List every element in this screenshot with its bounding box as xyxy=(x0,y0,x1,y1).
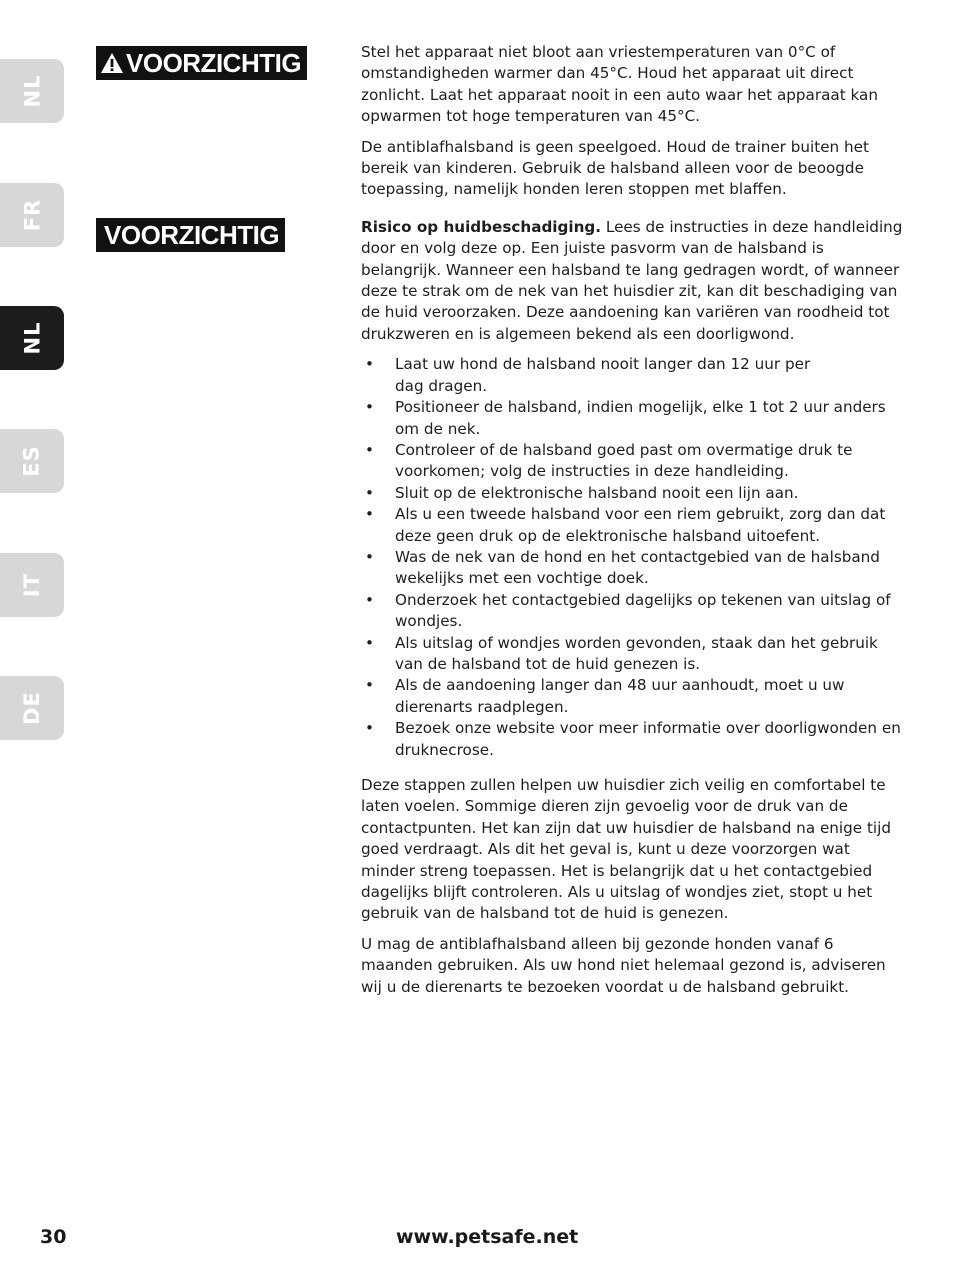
list-item-text: Laat uw hond de halsband nooit langer dan 12 uur per dag dragen. xyxy=(395,355,811,395)
bullet-mark: • xyxy=(365,676,374,695)
page-number: 30 xyxy=(40,1226,67,1248)
list-item-text: Als uitslag of wondjes worden gevonden, staak dan het gebruik van de halsband tot de huid genezen is. xyxy=(395,633,878,673)
list-item-text: Controleer of de halsband goed past om overmatige druk te voorkomen; volg de instructies in deze handleiding. xyxy=(395,440,853,481)
tab-label: IT xyxy=(19,572,44,598)
bullet-mark: • xyxy=(365,505,374,524)
list-item-text: Positioneer de halsband, indien mogelijk, elke 1 tot 2 uur anders om de nek. xyxy=(395,398,886,438)
language-tab-nl-active[interactable] xyxy=(0,306,64,370)
caution-label-text: VOORZICHTIG xyxy=(126,48,302,78)
list-item xyxy=(361,718,906,761)
language-tab-nl-top[interactable] xyxy=(0,59,64,123)
bullet-mark: • xyxy=(365,355,374,374)
language-tab-fr[interactable] xyxy=(0,183,64,247)
list-item xyxy=(361,354,906,397)
list-item xyxy=(361,440,906,483)
caution-label-text: VOORZICHTIG xyxy=(104,220,280,250)
bullet-mark: • xyxy=(365,547,374,566)
tab-label: NL xyxy=(20,321,44,355)
bullet-mark: • xyxy=(365,398,374,417)
list-item-text: Als de aandoening langer dan 48 uur aanhoudt, moet u uw dierenarts raadplegen. xyxy=(395,676,845,716)
caution-label-1 xyxy=(96,46,307,80)
bullet-mark: • xyxy=(365,719,374,738)
list-item-text: Was de nek van de hond en het contactgebied van de halsband wekelijks met een vochtige doek. xyxy=(395,547,880,588)
list-item xyxy=(361,483,906,504)
list-item xyxy=(361,397,906,440)
list-item xyxy=(361,633,906,676)
language-tab-de[interactable] xyxy=(0,676,64,740)
language-tab-es[interactable] xyxy=(0,429,64,493)
tab-label: FR xyxy=(19,198,44,232)
footer-website-link[interactable]: www.petsafe.net xyxy=(396,1226,579,1248)
bullet-mark: • xyxy=(365,483,374,502)
list-item-text: Bezoek onze website voor meer informatie over doorligwonden en druknecrose. xyxy=(395,719,901,759)
list-item-text: Sluit op de elektronische halsband nooit een lijn aan. xyxy=(395,483,799,502)
tab-label: ES xyxy=(19,445,44,477)
list-item xyxy=(361,547,906,590)
paragraph-skin-damage xyxy=(361,217,906,345)
paragraph-safety-steps: Deze stappen zullen helpen uw huisdier zich veilig en comfortabel te laten voelen. Sommige dieren zijn gevoelig voor de druk van de contactpunten. Het kan zijn dat uw huisdier de halsband na enige tijd goed verdraagt. Als dit het geval is, kunt u deze voorzorgen wat minder streng toepassen. Het is belangrijk dat u het contactgebied dagelijks blijft controleren. Als u uitslag of wondjes ziet, stopt u het gebruik van de halsband tot de huid is genezen. xyxy=(361,776,891,923)
language-tab-it[interactable] xyxy=(0,553,64,617)
list-item xyxy=(361,504,906,547)
main-content xyxy=(361,42,906,1007)
paragraph-toy-warning: De antiblafhalsband is geen speelgoed. Houd de trainer buiten het bereik van kinderen. Gebruik de halsband alleen voor de beoogde toepassing, namelijk honden leren stoppen met blaffen. xyxy=(361,137,869,199)
skin-damage-text: Lees de instructies in deze handleiding door en volg deze op. Een juiste pasvorm van de halsband is belangrijk. Wanneer een halsband te lang gedragen wordt, of wanneer deze te strak om de nek van het huisdier zit, kan dit beschadiging van de huid veroorzaken. Deze aandoening kan variëren van roodheid tot drukzweren en is algemeen bekend als een doorligwond. xyxy=(361,217,903,343)
list-item xyxy=(361,675,906,718)
skin-damage-heading: Risico op huidbeschadiging. xyxy=(361,217,602,236)
tab-label: DE xyxy=(20,691,44,725)
paragraph-healthy-dogs: U mag de antiblafhalsband alleen bij gezonde honden vanaf 6 maanden gebruiken. Als uw hond niet helemaal gezond is, adviseren wij u de dierenarts te bezoeken voordat u de halsband gebruikt. xyxy=(361,934,886,996)
bullet-list xyxy=(361,354,906,761)
caution-label-2 xyxy=(96,218,285,252)
paragraph-temperature: Stel het apparaat niet bloot aan vriestemperaturen van 0°C of omstandigheden warmer dan 45°C. Houd het apparaat uit direct zonlicht. Laat het apparaat nooit in een auto waar het apparaat kan opwarmen tot hoge temperaturen van 45°C. xyxy=(361,43,878,126)
list-item xyxy=(361,590,906,633)
warning-triangle-icon xyxy=(100,52,124,74)
bullet-mark: • xyxy=(365,440,374,459)
tab-label: NL xyxy=(20,74,44,108)
bullet-mark: • xyxy=(365,590,374,609)
list-item-text: Onderzoek het contactgebied dagelijks op tekenen van uitslag of wondjes. xyxy=(395,590,891,631)
list-item-text: Als u een tweede halsband voor een riem gebruikt, zorg dan dat deze geen druk op de elektronische halsband uitoefent. xyxy=(395,505,886,545)
bullet-mark: • xyxy=(365,633,374,652)
